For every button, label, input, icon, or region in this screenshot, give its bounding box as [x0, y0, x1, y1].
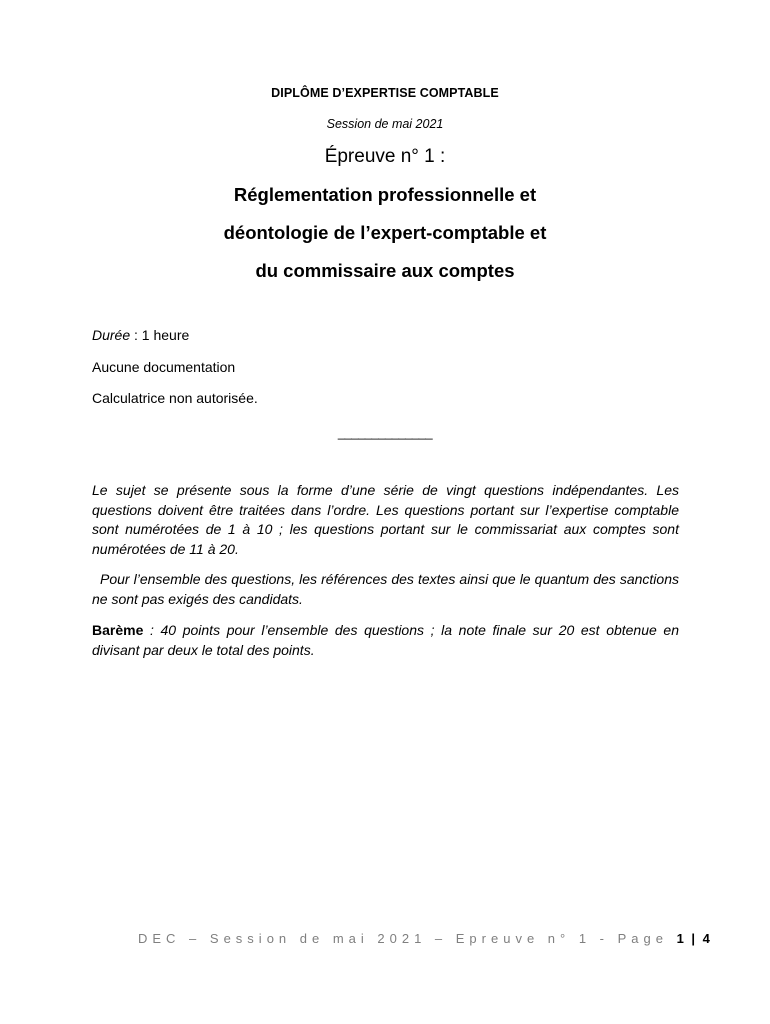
session-subtitle: Session de mai 2021	[326, 117, 444, 131]
epreuve-number: Épreuve n° 1 :	[324, 146, 446, 167]
duration-value: : 1 heure	[130, 327, 190, 343]
calculator-line: Calculatrice non autorisée.	[92, 390, 258, 406]
duration-label: Durée	[92, 327, 131, 343]
bareme-text: : 40 points pour l’ensemble des questions ; la note finale sur 20 est obtenue en divisant par deux le total des points.	[92, 622, 679, 658]
duration-line	[92, 327, 189, 343]
page-footer	[138, 931, 712, 946]
footer-text: DEC – Session de mai 2021 – Epreuve n° 1 - Page	[138, 931, 677, 946]
instructions-paragraph-2: Pour l’ensemble des questions, les références des textes ainsi que le quantum des sanctions ne sont pas exigés des candidats.	[92, 571, 679, 607]
diploma-title: DIPLÔME D’EXPERTISE COMPTABLE	[271, 86, 499, 100]
separator-line: ______________	[337, 425, 433, 440]
exam-title-line-2: déontologie de l’expert-comptable et	[223, 222, 547, 243]
footer-page-number: 1 | 4	[676, 931, 712, 946]
exam-title-line-3: du commissaire aux comptes	[255, 260, 515, 281]
bareme-label: Barème	[92, 622, 144, 638]
documentation-line: Aucune documentation	[92, 359, 236, 375]
instructions-paragraph-1: Le sujet se présente sous la forme d’une série de vingt questions indépendantes. Les questions doivent être traitées dans l’ordre. Les questions portant sur l’expertise comptable sont numérotées de 1 à 10 ; les questions portant sur le commissariat aux comptes sont numérotées de 11 à 20.	[92, 482, 679, 557]
bareme-paragraph	[92, 621, 679, 660]
exam-title-line-1: Réglementation professionnelle et	[233, 184, 537, 205]
